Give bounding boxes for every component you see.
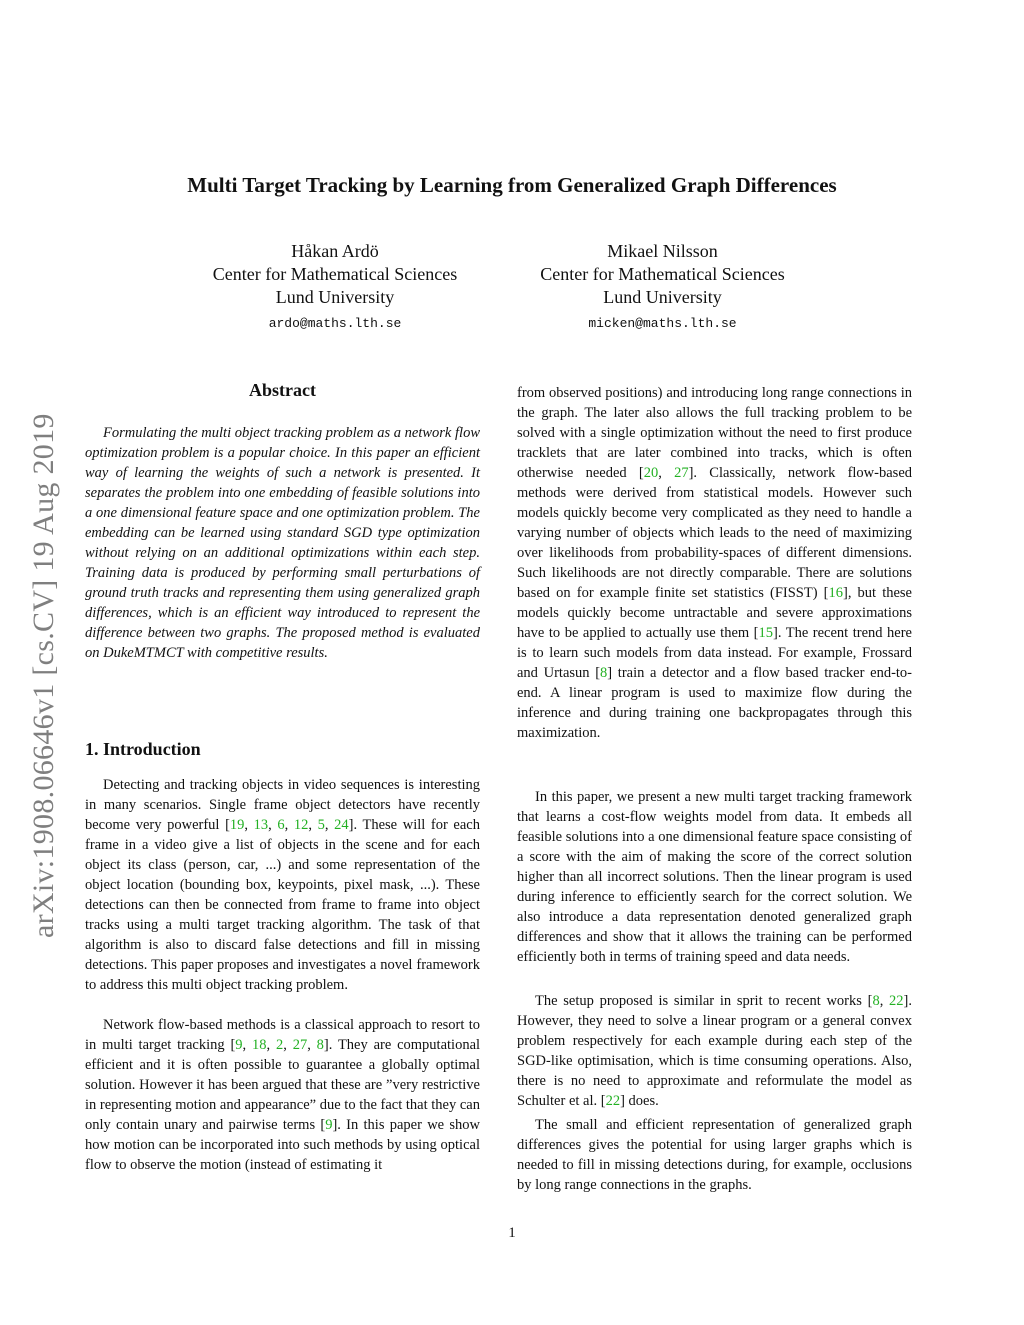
paragraph-text: ], but these models quickly become untractable and severe approximations have to be applied to actually use them [: [517, 585, 912, 641]
paragraph-text: ]. Classically, network flow-based methods were derived from statistical models. However such models quickly become very complicated as they need to handle a varying number of objects which leads to the need of maximizing over likelihoods from probability-spaces of different dimensions. Such likelihoods are not directly comparable. There are solutions based on for example finite set statistics (FISST) [: [517, 465, 912, 601]
separator: ,: [308, 817, 318, 833]
intro-paragraph-2: [85, 1015, 480, 1175]
citation-link[interactable]: 27: [292, 1037, 308, 1053]
paragraph-text: ]. However, they need to solve a linear program or a general convex problem respectively for each example during each step of the SGD-like optimisation, which is time consuming operations. Also, there is no need to approximate and reformulate the model as Schulter et al. [: [517, 993, 912, 1109]
citation-link[interactable]: 18: [252, 1037, 267, 1053]
citation-link[interactable]: 9: [325, 1117, 333, 1133]
author-block-1: [190, 240, 480, 335]
citation-link[interactable]: 12: [293, 817, 309, 833]
paragraph-text: ] train a detector and a flow based tracker end-to-end. A linear program is used to maximize flow during the inference and during training one backpropagates through this maximization.: [517, 665, 913, 741]
separator: ,: [307, 1037, 317, 1053]
citation-link[interactable]: 8: [872, 993, 880, 1009]
citation-link[interactable]: 8: [600, 665, 608, 681]
intro-paragraph-6: The small and efficient representation of generalized graph differences gives the potential for using larger graphs which is needed to fill in missing detections during, for example, occlusions by long range connections in the graphs.: [517, 1117, 912, 1193]
author-institution: Lund University: [275, 287, 395, 307]
paragraph-text: The setup proposed is similar in sprit to recent works [: [535, 993, 873, 1009]
page-number: 1: [508, 1225, 516, 1241]
paragraph-text: ]. These will for each frame in a video give a list of objects in the scene and for each object its class (person, car, ...) and some representation of the object location (bounding box, keypoints, pixel mask, ...). These detections can then be connected from frame to frame into object tracks using a multi target tracking algorithm. The task of that algorithm is also to discard false detections and fill in missing detections. This paper proposes and investigates a novel framework to address this multi object tracking problem.: [85, 817, 480, 993]
citation-link[interactable]: 24: [334, 817, 349, 833]
intro-paragraph-3: [517, 383, 912, 743]
citation-link[interactable]: 19: [229, 817, 245, 833]
citation-link[interactable]: 27: [674, 465, 689, 481]
separator: ,: [658, 465, 675, 481]
author-block-2: [515, 240, 810, 335]
abstract-body: Formulating the multi object tracking problem as a network flow optimization problem is a popular choice. In this paper an efficient way of learning the weights of such a network is presented. It separates the problem into one embedding of feasible solutions into a one dimensional feature space and one optimization problem. The embedding can be learned using standard SGD type optimization without relying on an additional optimizations within each step. Training data is produced by performing small perturbations of ground truth tracks and representing them using generalized graph differences, which is an efficient way introduced to represent the difference between two graphs. The proposed method is evaluated on DukeMTMCT with competitive results.: [85, 425, 480, 661]
author-name: Mikael Nilsson: [607, 241, 718, 261]
paragraph-text: Network flow-based methods is a classical approach to resort to in multi target tracking [: [85, 1017, 480, 1053]
citation-link[interactable]: 15: [758, 625, 774, 641]
paragraph-text: ]. The recent trend here is to learn such models from data instead. For example, Frossard and Urtasun [: [517, 625, 912, 681]
paper-title: Multi Target Tracking by Learning from Generalized Graph Differences: [187, 173, 837, 197]
author-affiliation: Center for Mathematical Sciences: [540, 264, 785, 284]
intro-paragraph-5: [517, 991, 912, 1111]
author-name: Håkan Ardö: [291, 241, 379, 261]
author-affiliation: Center for Mathematical Sciences: [212, 264, 458, 284]
author-institution: Lund University: [603, 287, 722, 307]
citation-link[interactable]: 5: [317, 817, 325, 833]
separator: ,: [283, 1037, 293, 1053]
author-email[interactable]: micken@maths.lth.se: [588, 316, 737, 331]
citation-link[interactable]: 9: [235, 1037, 243, 1053]
citation-link[interactable]: 20: [643, 465, 659, 481]
citation-link[interactable]: 16: [828, 585, 843, 601]
separator: ,: [324, 817, 335, 833]
separator: ,: [244, 817, 254, 833]
paragraph-text: Detecting and tracking objects in video sequences is interesting in many scenarios. Single frame object detectors have recently become very powerful [: [85, 777, 480, 833]
citation-link[interactable]: 8: [316, 1037, 324, 1053]
introduction-heading: 1. Introduction: [85, 739, 201, 759]
paragraph-text: ] does.: [620, 1093, 659, 1109]
abstract-heading: Abstract: [249, 380, 316, 400]
citation-link[interactable]: 2: [275, 1037, 284, 1053]
paragraph-text: from observed positions) and introducing long range connections in the graph. The later also allows the full tracking problem to be solved with a single optimization without the need to first produce tracklets that are later combined into tracks, which is often otherwise needed [: [517, 385, 912, 481]
separator: ,: [242, 1037, 253, 1053]
separator: ,: [879, 993, 890, 1009]
citation-link[interactable]: 22: [605, 1093, 621, 1109]
intro-paragraph-1: [85, 775, 480, 995]
citation-link[interactable]: 13: [253, 817, 269, 833]
separator: ,: [266, 1037, 276, 1053]
citation-link[interactable]: 6: [277, 817, 285, 833]
separator: ,: [268, 817, 278, 833]
paragraph-text: ]. In this paper we show how motion can be incorporated into such methods by using optical flow to observe the motion (instead of estimating it: [85, 1117, 480, 1173]
arxiv-identifier: arXiv:1908.06646v1 [cs.CV] 19 Aug 2019: [27, 413, 60, 938]
separator: ,: [284, 817, 294, 833]
author-email[interactable]: ardo@maths.lth.se: [268, 316, 402, 331]
citation-link[interactable]: 22: [889, 993, 904, 1009]
paragraph-text: ]. They are computational efficient and it is often possible to guarantee a globally optimal solution. However it has been argued that these are ”very restrictive in representing motion and appearance” due to the fact that they can only contain unary and pairwise terms [: [85, 1037, 481, 1133]
intro-paragraph-4: In this paper, we present a new multi target tracking framework that learns a cost-flow weights model from data. It embeds all feasible solutions into a one dimensional feature space consisting of a score with the aim of making the score of the correct solution higher than all incorrect solutions. Then the linear program is used during inference to efficiently search for the correct solution. We also introduce a data representation denoted generalized graph differences and show that it allows the training can be performed efficiently both in terms of training speed and data needs.: [517, 789, 912, 965]
